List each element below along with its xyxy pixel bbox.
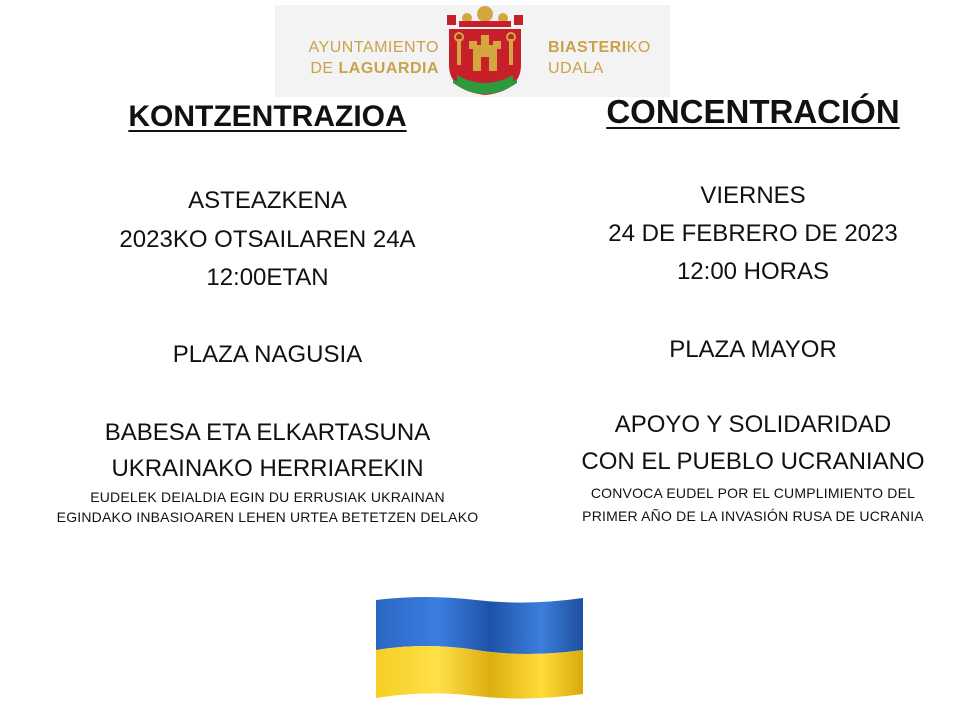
spanish-title: CONCENTRACIÓN [606,93,900,130]
spanish-time: 12:00 HORAS [676,258,830,285]
org-left-line1: AYUNTAMIENTO [308,39,439,56]
spanish-slogan-line2: CON EL PUEBLO UCRANIANO [581,448,925,475]
org-right-line1-bold: BIASTERI [548,39,627,56]
ukraine-flag-icon [376,594,583,702]
basque-note-line1: EUDELEK DEIALDIA EGIN DU ERRUSIAK UKRAINAN [90,489,445,505]
org-left-line2-bold: LAGUARDIA [338,60,439,77]
basque-day: ASTEAZKENA [188,187,347,214]
basque-title: KONTZENTRAZIOA [128,100,407,133]
basque-note-line2: EGINDAKO INBASIOAREN LEHEN URTEA BETETZEN DELAKO [56,509,479,525]
spanish-slogan-line1: APOYO Y SOLIDARIDAD [614,411,892,438]
basque-place: PLAZA NAGUSIA [172,341,363,368]
spanish-day: VIERNES [700,182,806,209]
spanish-note-line2: PRIMER AÑO DE LA INVASIÓN RUSA DE UCRANIA [582,508,924,524]
spanish-date: 24 DE FEBRERO DE 2023 [608,220,898,247]
basque-time: 12:00ETAN [206,264,329,291]
basque-date: 2023KO OTSAILAREN 24A [119,226,416,253]
org-right-line1-rest: KO [626,39,651,56]
spanish-note-line1: CONVOCA EUDEL POR EL CUMPLIMIENTO DEL [590,485,916,501]
spanish-place: PLAZA MAYOR [669,336,837,363]
org-right-line2: UDALA [548,60,604,77]
basque-slogan-line2: UKRAINAKO HERRIAREKIN [111,455,424,482]
basque-slogan-line1: BABESA ETA ELKARTASUNA [104,419,431,446]
org-left-line2-prefix: DE [310,60,339,77]
spanish-column [530,0,958,720]
